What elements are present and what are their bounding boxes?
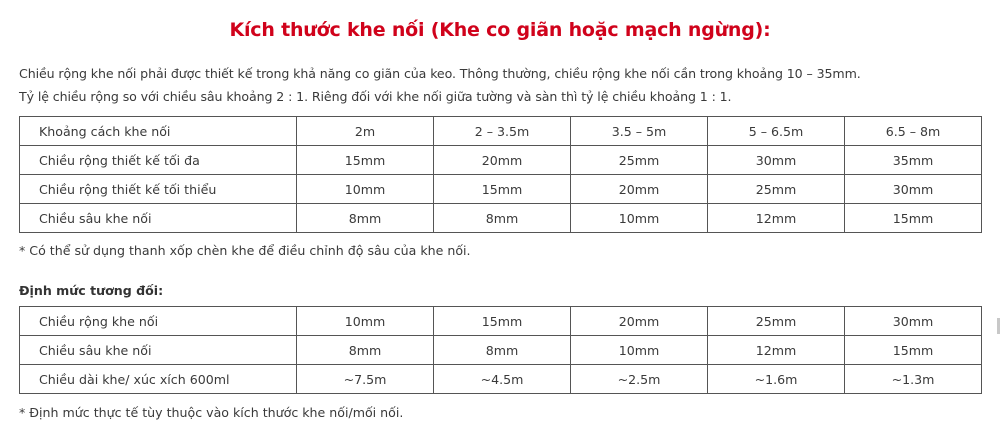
table-cell: 10mm xyxy=(297,175,434,204)
table-row xyxy=(20,365,982,394)
row-label: Chiều rộng khe nối xyxy=(20,307,297,336)
table-cell: 12mm xyxy=(708,336,845,365)
intro-line-1: Chiều rộng khe nối phải được thiết kế trong khả năng co giãn của keo. Thông thường, chiều rộng khe nối cần trong khoảng 10 – 35mm. xyxy=(19,66,861,81)
table-cell: 15mm xyxy=(434,307,571,336)
table-cell: 25mm xyxy=(708,175,845,204)
table-cell: 12mm xyxy=(708,204,845,233)
intro-line-2: Tỷ lệ chiều rộng so với chiều sâu khoảng 2 : 1. Riêng đối với khe nối giữa tường và sàn thì tỷ lệ chiều khoảng 1 : 1. xyxy=(19,89,732,104)
table-row xyxy=(20,336,982,365)
table-cell: ~1.6m xyxy=(708,365,845,394)
table-cell: 25mm xyxy=(708,307,845,336)
table-cell: 35mm xyxy=(845,146,982,175)
row-label: Chiều sâu khe nối xyxy=(20,204,297,233)
table-cell: 3.5 – 5m xyxy=(571,117,708,146)
table-cell: 10mm xyxy=(571,336,708,365)
table-cell: 30mm xyxy=(708,146,845,175)
joint-size-table xyxy=(19,116,982,233)
table-cell: 30mm xyxy=(845,175,982,204)
table-cell: 8mm xyxy=(297,204,434,233)
table-cell: 20mm xyxy=(571,175,708,204)
page-title: Kích thước khe nối (Khe co giãn hoặc mạch ngừng): xyxy=(229,19,771,41)
table-cell: ~1.3m xyxy=(845,365,982,394)
row-label: Chiều rộng thiết kế tối đa xyxy=(20,146,297,175)
table-row xyxy=(20,307,982,336)
table-cell: 5 – 6.5m xyxy=(708,117,845,146)
table-cell: 15mm xyxy=(297,146,434,175)
table-row xyxy=(20,175,982,204)
table-cell: 8mm xyxy=(434,204,571,233)
row-label: Chiều rộng thiết kế tối thiểu xyxy=(20,175,297,204)
table-row xyxy=(20,146,982,175)
table-cell: 2 – 3.5m xyxy=(434,117,571,146)
table-row xyxy=(20,204,982,233)
row-label: Chiều dài khe/ xúc xích 600ml xyxy=(20,365,297,394)
table-cell: ~7.5m xyxy=(297,365,434,394)
row-label: Chiều sâu khe nối xyxy=(20,336,297,365)
table-cell: 8mm xyxy=(434,336,571,365)
section-heading: Định mức tương đối: xyxy=(19,283,164,298)
table-cell: 10mm xyxy=(297,307,434,336)
table-cell: 15mm xyxy=(845,204,982,233)
table-cell: 8mm xyxy=(297,336,434,365)
table-cell: 30mm xyxy=(845,307,982,336)
consumption-table xyxy=(19,306,982,394)
row-label: Khoảng cách khe nối xyxy=(20,117,297,146)
footnote-actual-consumption: * Định mức thực tế tùy thuộc vào kích thước khe nối/mối nối. xyxy=(19,405,404,420)
table-row xyxy=(20,117,982,146)
table-cell: ~4.5m xyxy=(434,365,571,394)
table-cell: 15mm xyxy=(434,175,571,204)
table-cell: 20mm xyxy=(571,307,708,336)
table-cell: 6.5 – 8m xyxy=(845,117,982,146)
table-cell: 25mm xyxy=(571,146,708,175)
table-cell: 2m xyxy=(297,117,434,146)
table-cell: 10mm xyxy=(571,204,708,233)
table-cell: ~2.5m xyxy=(571,365,708,394)
table-cell: 15mm xyxy=(845,336,982,365)
table-cell: 20mm xyxy=(434,146,571,175)
footnote-foam-rod: * Có thể sử dụng thanh xốp chèn khe để điều chỉnh độ sâu của khe nối. xyxy=(19,243,471,258)
